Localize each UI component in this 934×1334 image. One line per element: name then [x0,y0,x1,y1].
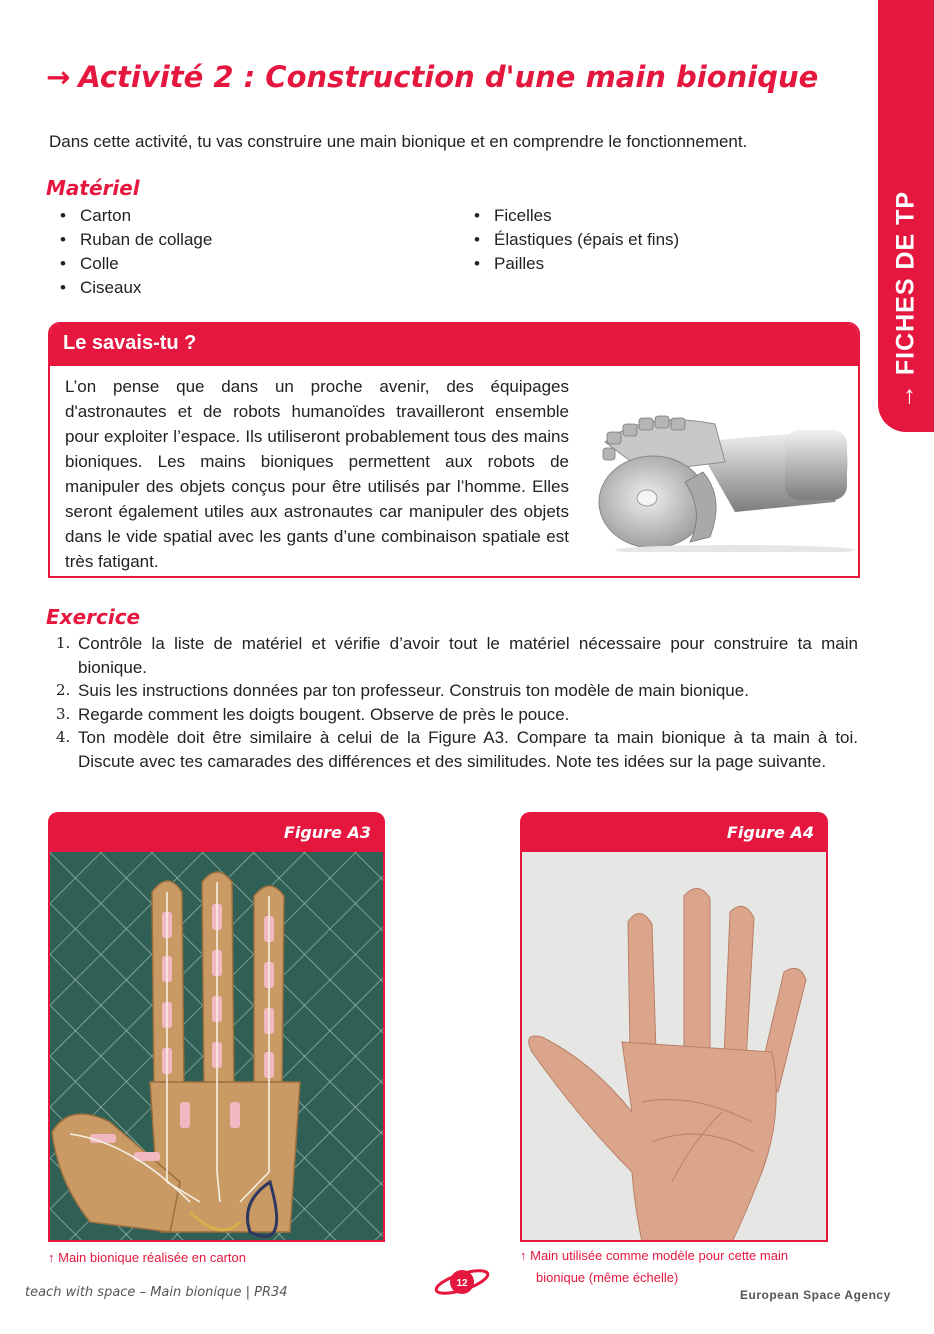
list-item: • Pailles [474,252,679,276]
page-number: 12 [456,1278,468,1289]
page-number-badge [432,1262,492,1302]
page-title [46,60,818,94]
exercise-list [56,632,858,773]
cardboard-hand-image [50,852,383,1242]
list-item [56,703,858,727]
list-item [56,679,858,703]
footer-left: teach with space – Main bionique | PR34 [25,1285,288,1300]
item-text: Regarde comment les doigts bougent. Observe de près le pouce. [78,704,570,724]
list-item: • Ciseaux [60,276,212,300]
item-text: Ton modèle doit être similaire à celui de la Figure A3. Compare ta main bionique à ta main à toi. Discute avec tes camarades des différences et des similitudes. Note tes idées sur la page suivante. [78,728,858,771]
side-tab-label: → FICHES DE TP [891,190,920,410]
intro-text: Dans cette activité, tu vas construire une main bionique et en comprendre le fonctionnement. [49,132,748,151]
materiel-list-col2 [474,204,679,276]
figure-a3-image [48,852,385,1242]
item-number: 4. [56,728,71,746]
side-tab [878,0,934,432]
robot-hand-image [585,402,855,552]
list-item: • Ruban de collage [60,228,212,252]
info-box-heading: Le savais-tu ? [50,324,858,366]
list-item: • Élastiques (épais et fins) [474,228,679,252]
list-item: • Ficelles [474,204,679,228]
arrow-right-icon: → [46,60,71,94]
item-number: 3. [56,704,71,723]
list-item: • Carton [60,204,212,228]
list-item [56,726,858,773]
page-title-text: Activité 2 : Construction d'une main bionique [78,60,819,94]
figure-a3 [48,812,385,1242]
info-box-text: L’on pense que dans un proche avenir, des équipages d'astronautes et de robots humanoïdes travailleront ensemble pour exploiter l’espace. Ils utiliseront probablement tous des mains bioniques. Les mains bioniques permettent aux robots de manipuler des objets conçus pour être utilisés par l’homme. Elles seront également utiles aux astronautes car manipuler des objets dans le vide spatial avec les gants d’une combinaison spatiale est très fatigant. [65,377,569,571]
figure-a4-caption-line1: ↑ Main utilisée comme modèle pour cette main [520,1248,789,1263]
materiel-list-col1 [60,204,212,300]
item-text: Suis les instructions données par ton professeur. Construis ton modèle de main bionique. [78,681,749,700]
figure-a3-title: Figure A3 [48,812,385,852]
human-hand-image [522,852,826,1242]
figure-a4-title: Figure A4 [520,812,828,852]
list-item: • Colle [60,252,212,276]
footer-right: European Space Agency [740,1288,891,1302]
item-text: Contrôle la liste de matériel et vérifie d’avoir tout le matériel nécessaire pour construire ta main bionique. [78,634,858,677]
item-number: 2. [56,681,71,699]
figure-a4-caption [520,1245,788,1289]
figure-a4-image [520,852,828,1242]
exercice-heading: Exercice [46,605,141,629]
figure-a4-caption-line2: bionique (même échelle) [536,1270,679,1285]
figure-a4 [520,812,828,1242]
figure-a3-caption: ↑ Main bionique réalisée en carton [48,1250,247,1265]
list-item [56,632,858,679]
materiel-heading: Matériel [46,176,140,200]
item-number: 1. [56,634,71,652]
info-box [48,322,860,578]
